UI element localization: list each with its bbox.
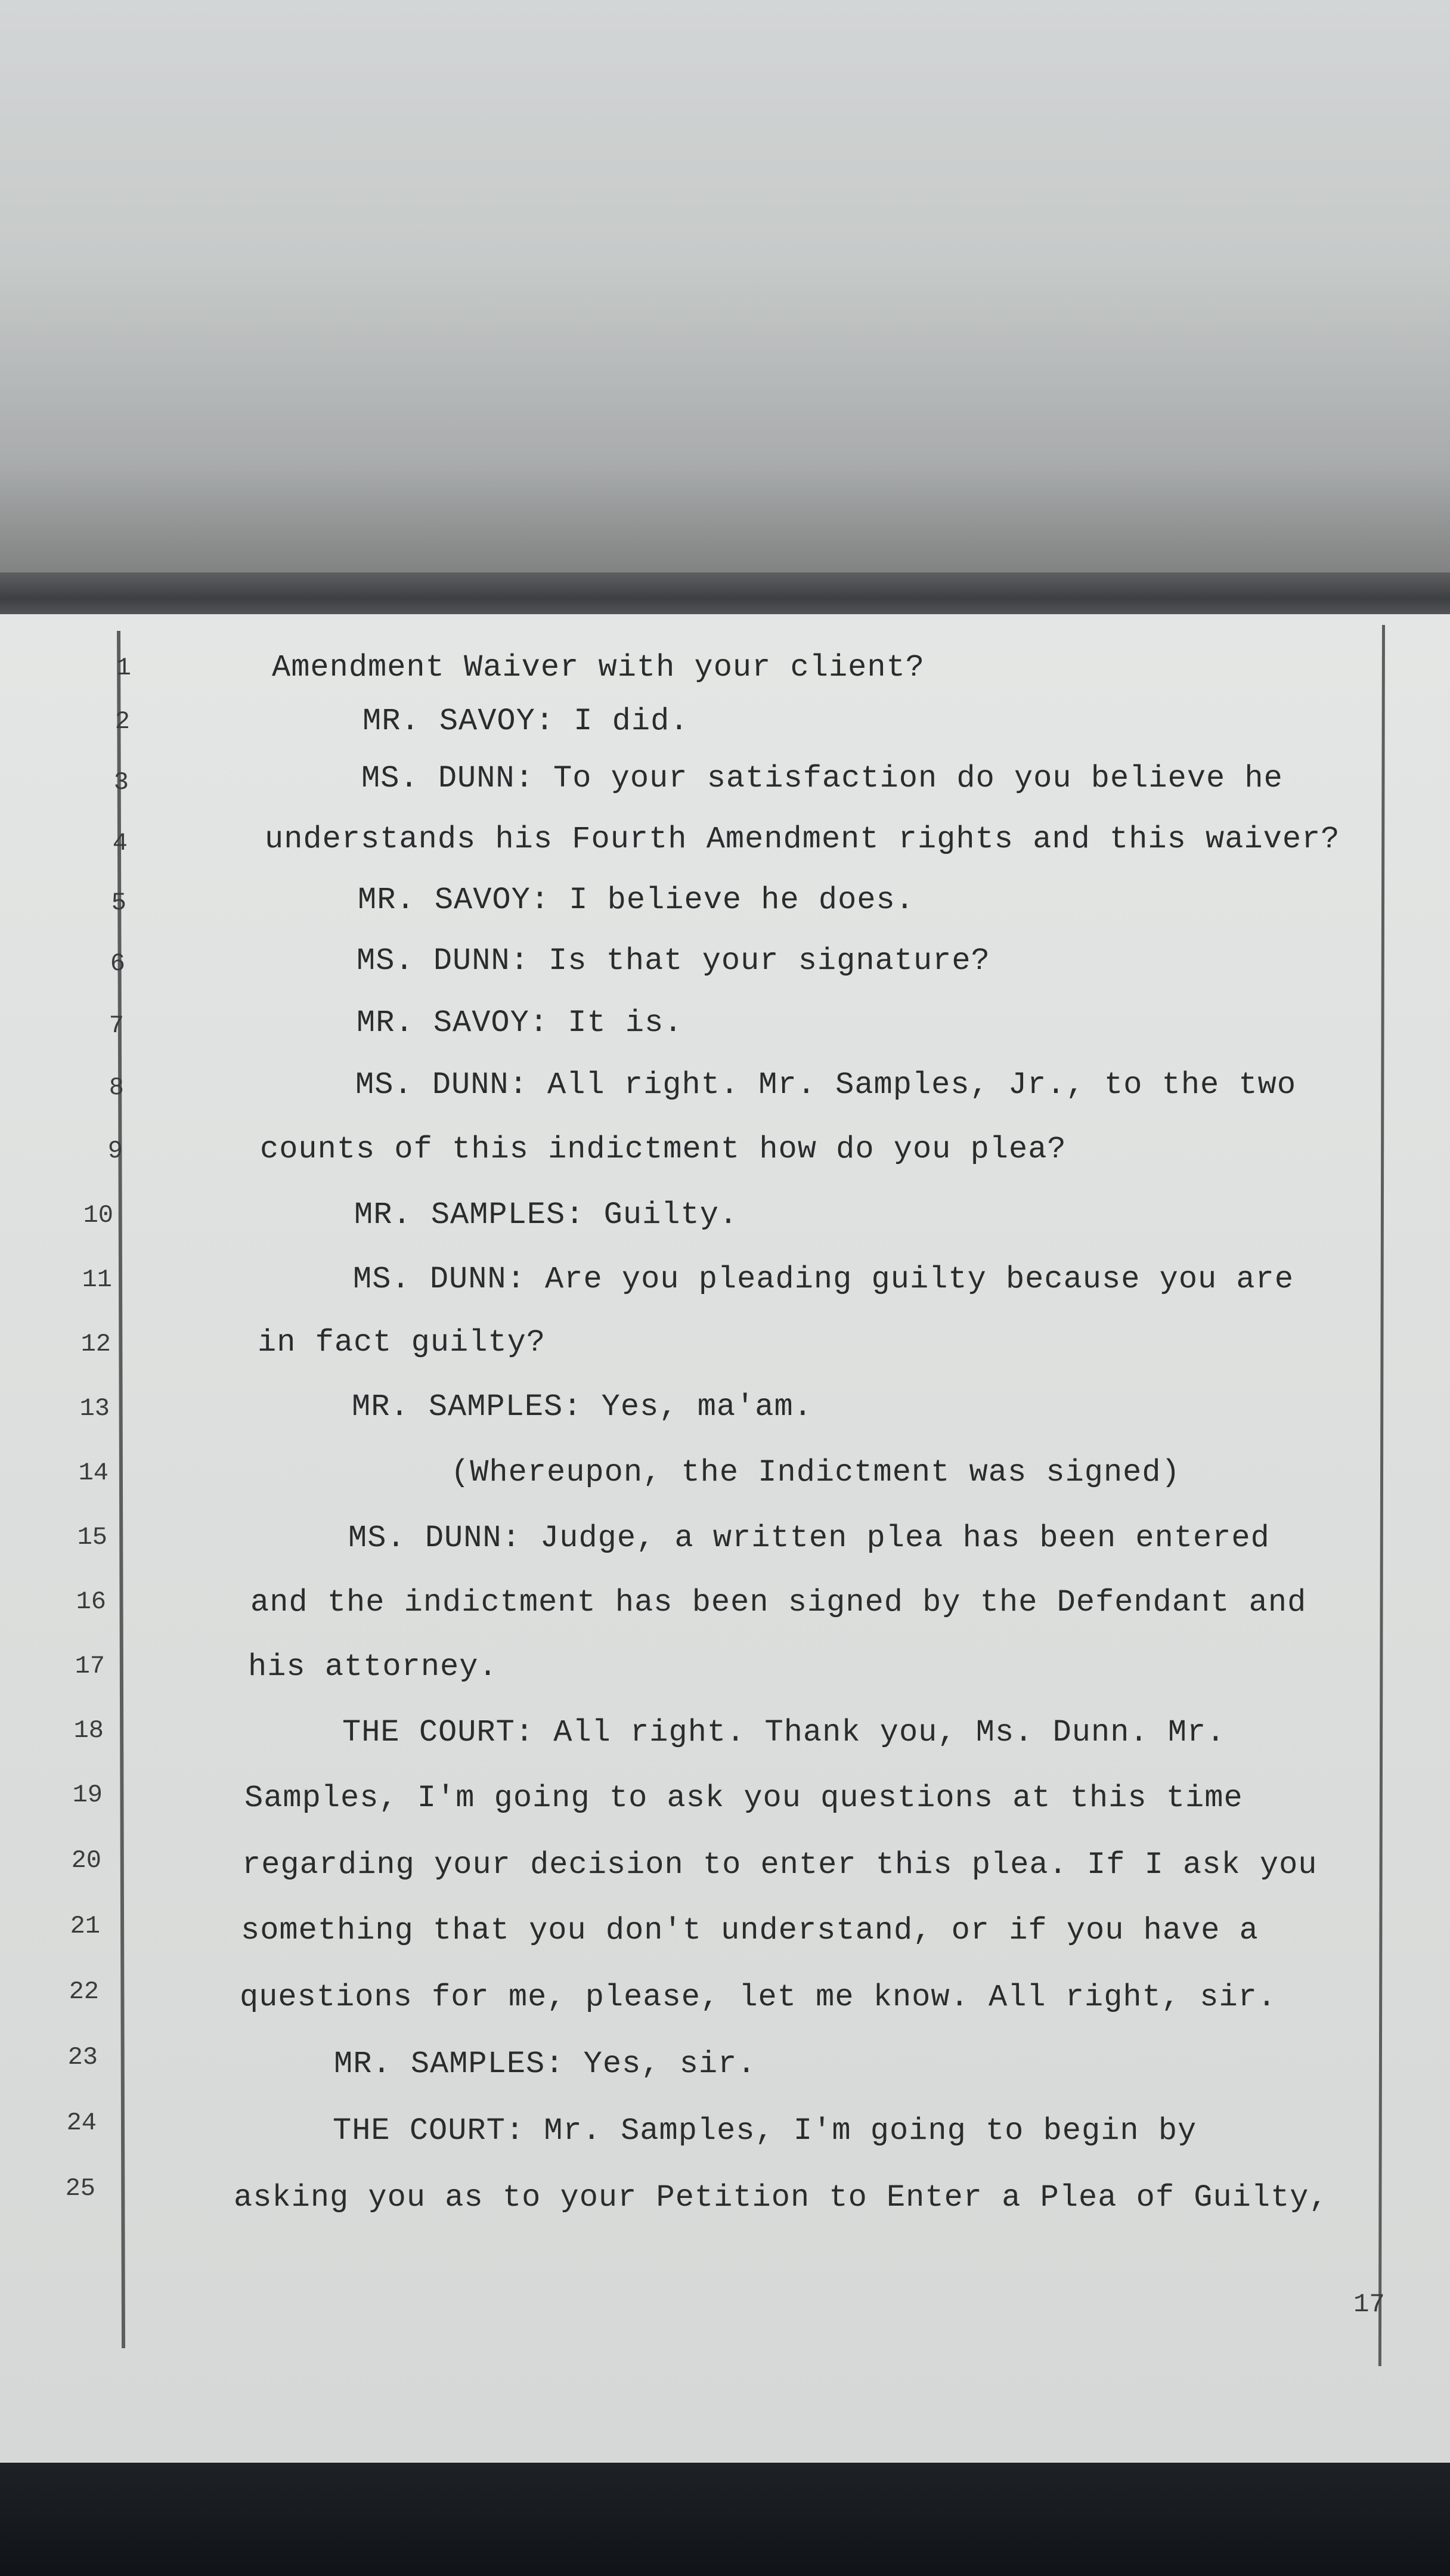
transcript-line: MS. DUNN: To your satisfaction do you believe he — [361, 761, 1283, 796]
transcript-line: Samples, I'm going to ask you questions at this time — [244, 1781, 1243, 1816]
previous-page — [0, 0, 1450, 578]
table-surface — [0, 2463, 1450, 2576]
line-number: 25 — [65, 2174, 95, 2203]
transcript-line: MS. DUNN: All right. Mr. Samples, Jr., to the two — [355, 1067, 1297, 1103]
transcript-line: MS. DUNN: Judge, a written plea has been entered — [348, 1521, 1270, 1556]
transcript-line: THE COURT: All right. Thank you, Ms. Dunn. Mr. — [342, 1715, 1226, 1750]
transcript-line: asking you as to your Petition to Enter a Plea of Guilty, — [234, 2180, 1328, 2215]
transcript-line: MS. DUNN: Are you pleading guilty because you are — [353, 1262, 1294, 1297]
line-number: 5 — [111, 888, 126, 917]
line-number: 7 — [109, 1011, 124, 1040]
transcript-line: MR. SAVOY: It is. — [357, 1005, 683, 1041]
line-number: 3 — [113, 768, 129, 797]
transcript-line: counts of this indictment how do you plea? — [260, 1132, 1067, 1167]
transcript-line: MR. SAVOY: I did. — [362, 704, 689, 739]
line-number: 8 — [109, 1073, 124, 1102]
line-number: 17 — [75, 1652, 105, 1680]
transcript-line: his attorney. — [248, 1649, 498, 1685]
line-number: 4 — [112, 829, 128, 857]
line-number: 20 — [71, 1846, 101, 1875]
transcript-line: questions for me, please, let me know. All right, sir. — [240, 1980, 1277, 2015]
transcript-line: regarding your decision to enter this plea. If I ask you — [242, 1847, 1318, 1883]
line-number: 21 — [70, 1912, 100, 1940]
transcript-line: MR. SAMPLES: Guilty. — [354, 1197, 739, 1233]
line-number: 18 — [73, 1716, 104, 1745]
line-number: 9 — [107, 1137, 123, 1165]
line-number: 23 — [67, 2043, 98, 2072]
transcript-line: understands his Fourth Amendment rights and this waiver? — [265, 822, 1340, 857]
line-number: 22 — [69, 1977, 99, 2006]
transcript-line: MR. SAVOY: I believe he does. — [358, 883, 915, 918]
line-number: 19 — [72, 1781, 103, 1809]
transcript-line: and the indictment has been signed by the Defendant and — [250, 1585, 1307, 1620]
transcript-line: in fact guilty? — [258, 1325, 546, 1360]
transcript-line: MR. SAMPLES: Yes, ma'am. — [352, 1389, 813, 1425]
line-number: 13 — [79, 1394, 110, 1423]
line-number: 24 — [66, 2109, 97, 2137]
page-fold-shadow — [0, 572, 1450, 620]
line-number: 15 — [77, 1523, 107, 1552]
transcript-line: MS. DUNN: Is that your signature? — [357, 943, 990, 979]
line-number: 2 — [114, 707, 130, 736]
transcript-line: Amendment Waiver with your client? — [272, 650, 925, 685]
transcript-line: THE COURT: Mr. Samples, I'm going to begin by — [333, 2113, 1197, 2148]
page-number: 17 — [1353, 2290, 1385, 2320]
transcript-line: something that you don't understand, or if you have a — [241, 1913, 1259, 1948]
line-number: 1 — [116, 654, 131, 682]
transcript-line: MR. SAMPLES: Yes, sir. — [334, 2046, 757, 2082]
transcript-line: (Whereupon, the Indictment was signed) — [451, 1455, 1181, 1490]
line-number: 11 — [82, 1265, 112, 1294]
line-number: 10 — [83, 1201, 113, 1230]
line-number: 6 — [110, 949, 125, 978]
line-number: 14 — [78, 1459, 109, 1487]
line-number: 12 — [80, 1330, 111, 1358]
line-number: 16 — [76, 1587, 106, 1616]
